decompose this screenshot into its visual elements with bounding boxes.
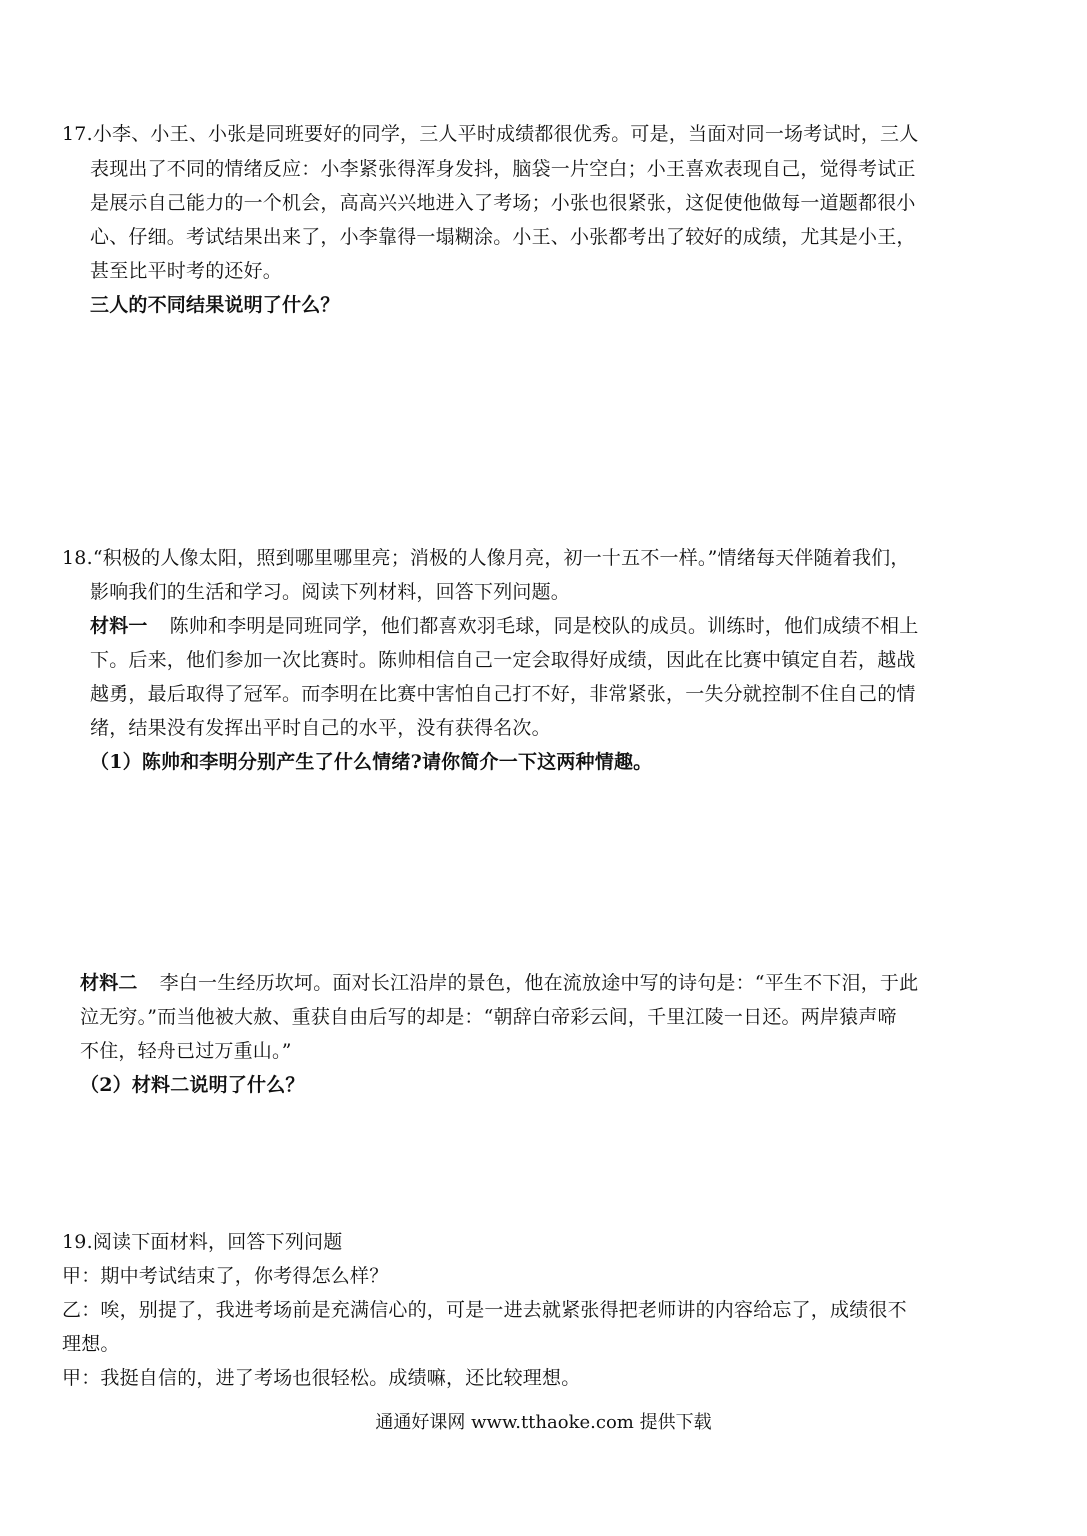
material1-text: 陈帅和李明是同班同学，他们都喜欢羽毛球，同是校队的成员。训练时，他们成绩不相上 <box>169 615 919 637</box>
q18-intro-line-2: 影响我们的生活和学习。阅读下列材料，回答下列问题。 <box>90 581 571 603</box>
material1-line-2: 下。后来，他们参加一次比赛时。陈帅相信自己一定会取得好成绩，因此在比赛中镇定自若，越战 <box>90 649 916 671</box>
material1-question: （1）陈帅和李明分别产生了什么情绪?请你简介一下这两种情趣。 <box>90 751 653 773</box>
page-footer: 通通好课网 www.tthaoke.com 提供下载 <box>375 1412 712 1433</box>
q19-line-4: 理想。 <box>62 1333 120 1355</box>
material1-label: 材料一 <box>90 615 148 637</box>
q19-line-5: 甲：我挺自信的，进了考场也很轻松。成绩嘛，还比较理想。 <box>62 1367 581 1389</box>
material2-text: 李白一生经历坎坷。面对长江沿岸的景色，他在流放途中写的诗句是：“平生不下泪，于此 <box>159 972 919 994</box>
material2-line-3: 不住，轻舟已过万重山。” <box>80 1040 292 1062</box>
material1-line-3: 越勇，最后取得了冠军。而李明在比赛中害怕自己打不好，非常紧张，一失分就控制不住自己的情 <box>90 683 916 705</box>
q17-question: 三人的不同结果说明了什么？ <box>90 294 340 316</box>
material2-line-2: 泣无穷。”而当他被大赦、重获自由后写的却是：“朝辞白帝彩云间，千里江陵一日还。两岸猿声啼 <box>80 1006 897 1028</box>
material2-question: （2）材料二说明了什么？ <box>80 1074 305 1096</box>
q17-line-5: 甚至比平时考的还好。 <box>90 260 283 282</box>
material1-first-line <box>90 609 918 643</box>
q17-line-4: 心、仔细。考试结果出来了，小李靠得一塌糊涂。小王、小张都考出了较好的成绩，尤其是小王， <box>90 226 916 248</box>
q19-line-1: 19.阅读下面材料，回答下列问题 <box>62 1231 343 1253</box>
material2-label: 材料二 <box>80 972 138 994</box>
q19-line-2: 甲：期中考试结束了，你考得怎么样？ <box>62 1265 389 1287</box>
q17-line-2: 表现出了不同的情绪反应：小李紧张得浑身发抖，脑袋一片空白；小王喜欢表现自己，觉得考试正 <box>90 158 916 180</box>
q18-intro-line-1: 18.“积极的人像太阳，照到哪里哪里亮；消极的人像月亮，初一十五不一样。”情绪每天伴随着我们， <box>62 547 910 569</box>
material1-line-4: 绪，结果没有发挥出平时自己的水平，没有获得名次。 <box>90 717 551 739</box>
q17-line-1: 17.小李、小王、小张是同班要好的同学，三人平时成绩都很优秀。可是，当面对同一场考试时，三人 <box>62 123 919 145</box>
q17-line-3: 是展示自己能力的一个机会，高高兴兴地进入了考场；小张也很紧张，这促使他做每一道题都很小 <box>90 192 916 214</box>
material2-first-line <box>80 966 918 1000</box>
q19-line-3: 乙：唉，别提了，我进考场前是充满信心的，可是一进去就紧张得把老师讲的内容给忘了，成绩很不 <box>62 1299 907 1321</box>
